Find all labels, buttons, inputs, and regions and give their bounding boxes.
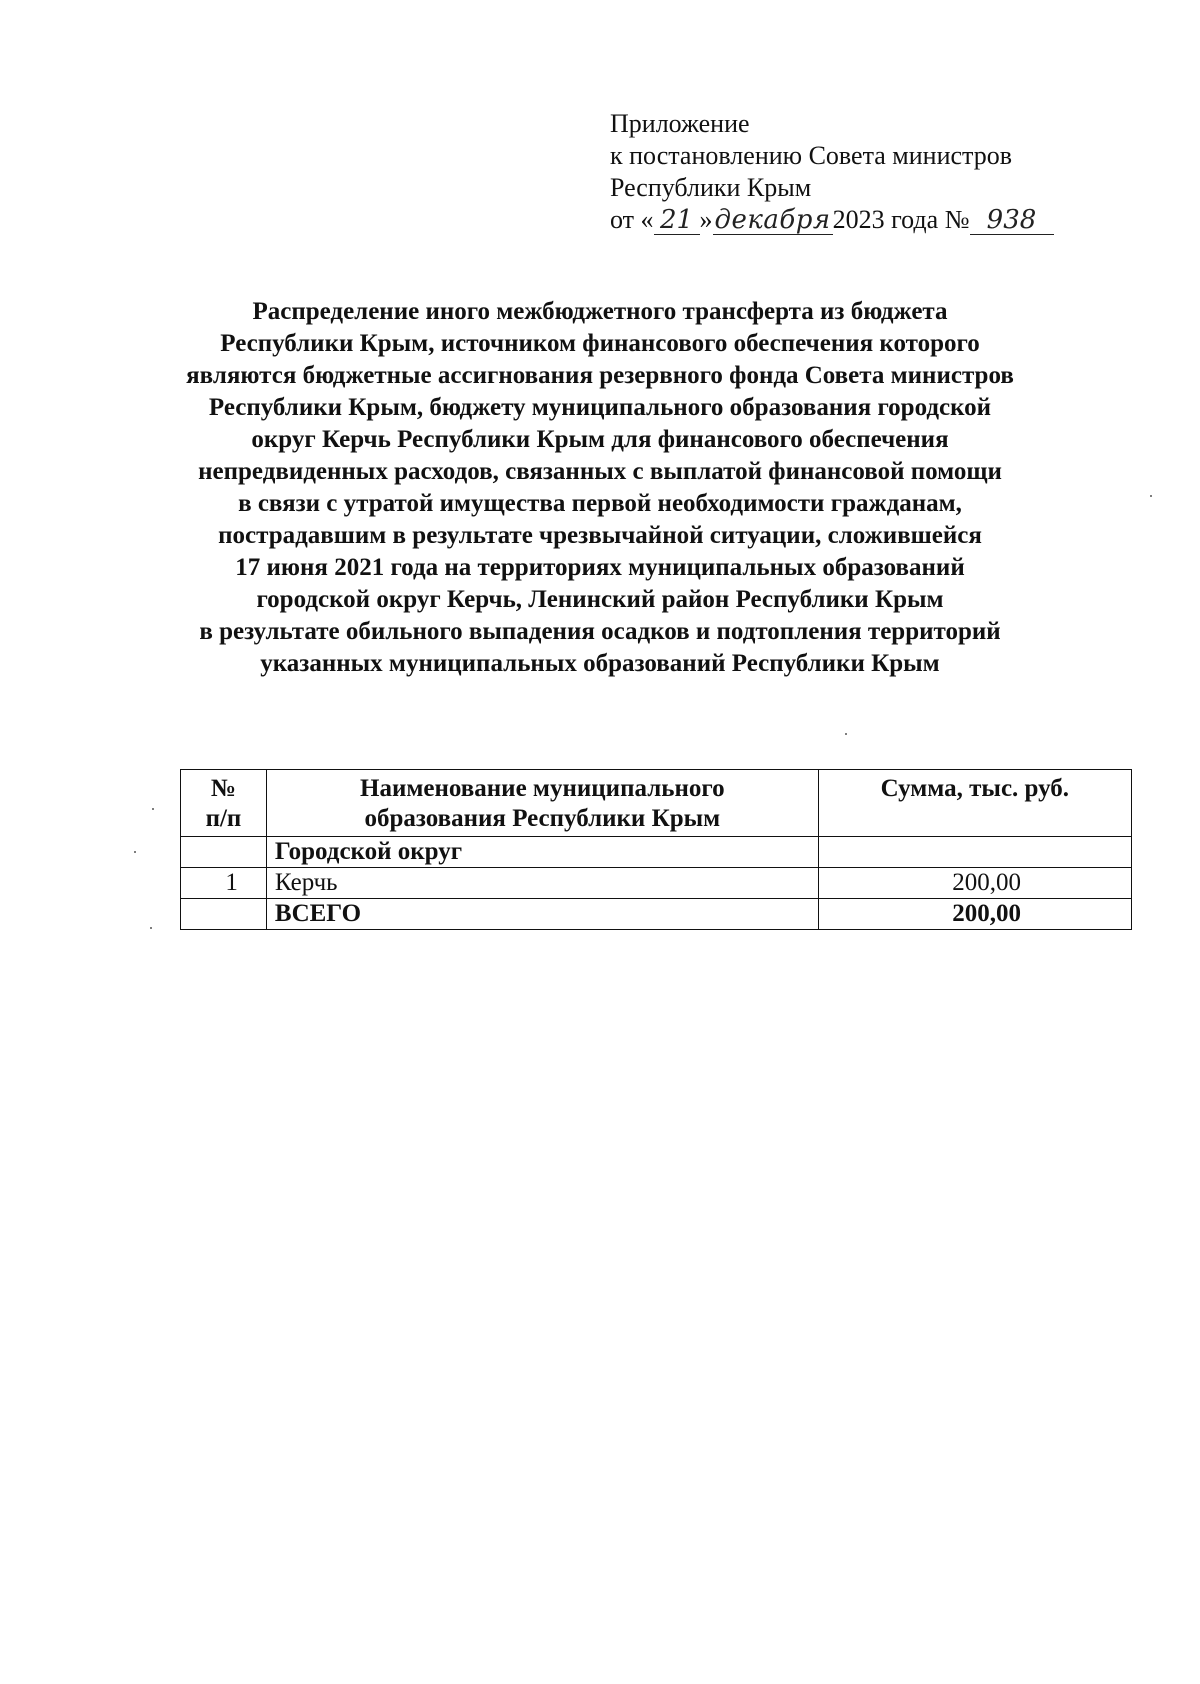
scan-speck xyxy=(845,733,847,735)
distribution-table xyxy=(180,769,1132,930)
header-number xyxy=(181,770,267,837)
title-line: Распределение иного межбюджетного трансферта из бюджета xyxy=(252,298,948,325)
header-name-line2: образования Республики Крым xyxy=(364,805,721,832)
title-line: в результате обильного выпадения осадков и подтопления территорий xyxy=(199,618,1001,645)
title-line: в связи с утратой имущества первой необходимости гражданам, xyxy=(238,490,962,517)
date-mid: » xyxy=(699,205,713,234)
total-label-cell: ВСЕГО xyxy=(266,899,818,930)
total-num-cell xyxy=(181,899,267,930)
row-number-cell: 1 xyxy=(181,868,267,899)
title-line: Республики Крым, источником финансового обеспечения которого xyxy=(220,330,980,357)
table-row xyxy=(181,868,1132,899)
table-total-row xyxy=(181,899,1132,930)
handwritten-month: декабря xyxy=(714,205,831,235)
scan-speck xyxy=(152,808,154,810)
scan-speck xyxy=(134,851,136,853)
table-group-row xyxy=(181,837,1132,868)
header-sum-label: Сумма, тыс. руб. xyxy=(880,775,1070,802)
title-line: Республики Крым, бюджету муниципального образования городской xyxy=(208,394,992,421)
title-line: указанных муниципальных образований Республики Крым xyxy=(260,650,940,677)
total-sum-cell: 200,00 xyxy=(818,899,1131,930)
table-header-row xyxy=(181,770,1132,837)
appendix-date-line xyxy=(610,204,1170,236)
title-line: непредвиденных расходов, связанных с выплатой финансовой помощи xyxy=(198,458,1002,485)
appendix-block xyxy=(610,108,1170,236)
group-sum-cell xyxy=(818,837,1131,868)
appendix-title: Приложение xyxy=(610,109,750,138)
date-year: 2023 года № xyxy=(832,205,970,234)
document-title xyxy=(130,296,1070,680)
title-line: округ Керчь Республики Крым для финансового обеспечения xyxy=(251,426,949,453)
scan-speck xyxy=(150,927,152,929)
handwritten-number: 938 xyxy=(970,206,1054,235)
group-label-cell: Городской округ xyxy=(266,837,818,868)
date-prefix: от « xyxy=(610,205,654,234)
title-line: 17 июня 2021 года на территориях муниципальных образований xyxy=(235,554,965,581)
title-line: городской округ Керчь, Ленинский район Республики Крым xyxy=(256,586,944,613)
scan-speck xyxy=(1150,495,1152,497)
header-name-line1: Наименование муниципального xyxy=(360,775,725,802)
title-line: являются бюджетные ассигнования резервного фонда Совета министров xyxy=(186,362,1014,389)
appendix-reference-cont: Республики Крым xyxy=(610,173,812,202)
row-name-cell: Керчь xyxy=(266,868,818,899)
row-sum-cell: 200,00 xyxy=(818,868,1131,899)
header-number-symbol: № xyxy=(210,775,237,802)
handwritten-day: 21 xyxy=(654,206,700,235)
header-sum xyxy=(818,770,1131,837)
header-name xyxy=(266,770,818,837)
title-line: пострадавшим в результате чрезвычайной ситуации, сложившейся xyxy=(218,522,982,549)
appendix-reference: к постановлению Совета министров xyxy=(610,141,1012,170)
header-number-abbr: п/п xyxy=(205,805,242,832)
group-num-cell xyxy=(181,837,267,868)
